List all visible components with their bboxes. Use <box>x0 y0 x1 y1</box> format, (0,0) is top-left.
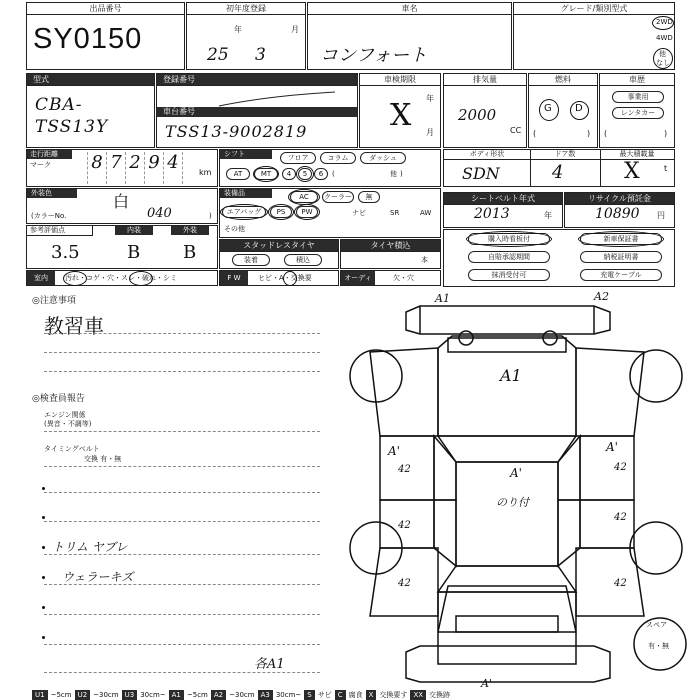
opt-other: 他 <box>659 50 666 58</box>
digit: 4 <box>167 152 179 173</box>
reg-no-label: 登録番号 <box>157 74 357 86</box>
cc-unit: CC <box>510 126 522 135</box>
bullet <box>42 516 45 519</box>
legend-val: ~30cm <box>93 691 119 699</box>
inspection-box <box>359 73 441 148</box>
month-unit: 月 <box>291 25 299 34</box>
notes-line <box>44 333 320 334</box>
report-line <box>44 521 320 522</box>
mark-hood: A1 <box>500 366 522 385</box>
fw-box <box>219 270 339 286</box>
legend-key: U2 <box>75 690 91 700</box>
tire-unit: 本 <box>421 256 428 264</box>
circle-pw <box>294 204 320 220</box>
circle-2wd <box>652 16 674 30</box>
shift-at: AT <box>226 168 250 180</box>
body-value: SDN <box>462 164 500 183</box>
history-box: 車歴 事業用 レンタカー ( ) <box>599 73 675 148</box>
legend-key: C <box>335 690 346 700</box>
report-line <box>44 584 320 585</box>
interior-label: 室内 <box>27 271 55 285</box>
model-name-label: 車名 <box>308 3 511 15</box>
engine-label: エンジン関係 <box>44 411 86 419</box>
legend-val: ~30cm <box>229 691 255 699</box>
doors-value: 4 <box>552 162 564 183</box>
opt-4wd: 4WD <box>656 34 673 42</box>
chassis-value: TSS13-9002819 <box>165 122 308 141</box>
doc-tax: 納税証明書 <box>580 251 662 263</box>
bullet <box>42 546 45 549</box>
displacement-label: 排気量 <box>444 74 526 86</box>
recycle-box <box>564 192 675 228</box>
year-unit: 年 <box>234 25 242 34</box>
inspection-value: X <box>390 98 412 133</box>
shift-label: シフト <box>220 150 272 159</box>
doc-cancel: 抹消受付可 <box>468 269 550 281</box>
bullet <box>42 606 45 609</box>
ext-color-label: 外装色 <box>27 189 77 198</box>
mark-front-bumper-right: A2 <box>594 290 609 303</box>
legend-val: 30cm~ <box>275 691 302 699</box>
legend-key: A3 <box>258 690 273 700</box>
fuel-g: G <box>544 103 552 114</box>
legend-val: 交換要す <box>379 691 408 699</box>
circle-gear-5 <box>296 166 314 182</box>
circle-dirt <box>63 271 87 286</box>
legend-key: X <box>366 690 377 700</box>
circle-doc-0 <box>466 231 552 247</box>
audio-items: 欠・穴 <box>393 274 414 282</box>
recycle-value: 10890 <box>595 206 640 222</box>
studless-label: スタッドレスタイヤ <box>220 240 338 252</box>
legend-val: ~5cm <box>50 691 72 699</box>
report-line <box>44 614 320 615</box>
fuel-label: 燃料 <box>529 74 597 86</box>
equip-pw: PW <box>296 206 318 218</box>
digit: 2 <box>129 152 141 173</box>
tire-load-box <box>340 239 441 269</box>
legend-val: 30cm~ <box>140 691 166 699</box>
shift-floor: フロア <box>280 152 316 164</box>
report-line-1: トリム ヤブレ <box>52 540 128 554</box>
bullet <box>42 487 45 490</box>
history-label: 車歴 <box>600 74 674 86</box>
mileage-box <box>26 149 218 187</box>
report-line <box>44 644 320 645</box>
mark-rear-bumper: A' <box>481 677 492 690</box>
fw-label: F W <box>220 271 248 285</box>
lot-box <box>26 2 185 70</box>
insp-year-unit: 年 <box>426 94 434 103</box>
reg-scribble <box>217 86 337 108</box>
equip-ps: PS <box>270 206 292 218</box>
equip-cooler: クーラー <box>324 193 352 201</box>
mileage-mark: マーク <box>30 161 51 169</box>
first-reg-label: 初年度登録 <box>187 3 305 15</box>
report-line <box>44 431 320 432</box>
grade-box <box>513 2 675 70</box>
mark-right-rear-door: 42 <box>614 512 627 523</box>
color-code: 040 <box>147 206 172 221</box>
studless-box <box>219 239 339 269</box>
capacity-value: X <box>624 159 640 184</box>
circle-fuel-d <box>570 101 589 120</box>
model-code-box <box>26 73 155 148</box>
circle-none <box>653 48 673 69</box>
fw-items: ヒビ・A・交換要 <box>258 274 312 282</box>
history-rental: レンタカー <box>612 107 664 119</box>
model-name-box <box>307 2 512 70</box>
gear-6: 6 <box>314 168 328 180</box>
report-line-2: ウェラーキズ <box>62 570 134 584</box>
mark-left-rear-door: 42 <box>398 520 411 531</box>
ext-color-value: 白 <box>113 192 130 211</box>
recycle-label: リサイクル預託金 <box>565 193 674 205</box>
equip-box <box>219 188 441 238</box>
displacement-box <box>443 73 527 148</box>
mileage-label: 走行距離 <box>27 150 72 159</box>
legend-val: サビ <box>317 691 332 699</box>
notes-text: 教習車 <box>44 314 104 338</box>
fuel-box: 燃料 G D ( ) <box>528 73 598 148</box>
doc-signboard: 購入時看板付 <box>468 233 550 245</box>
shift-column: コラム <box>320 152 356 164</box>
legend-val: ~5cm <box>186 691 208 699</box>
equip-label: 装備品 <box>220 189 272 198</box>
circle-fuel-g <box>539 99 559 121</box>
equip-airbag: エアバッグ <box>222 206 266 218</box>
equip-none: 無 <box>358 191 380 203</box>
ext-color-box: 外装色 白 (カラーNo. 040 ) <box>26 188 218 224</box>
body-box <box>443 149 675 187</box>
int-label: 内装 <box>115 226 153 235</box>
chassis-label: 車台番号 <box>157 107 357 117</box>
audio-box <box>340 270 441 296</box>
model-name-value: コンフォート <box>320 45 428 66</box>
equip-navi: ナビ <box>352 209 366 217</box>
circle-doc-1 <box>578 231 664 247</box>
capacity-label: 最大積載量 <box>600 150 674 160</box>
notes-line <box>44 352 320 353</box>
ext-value: B <box>183 242 197 263</box>
tire-load-label: タイヤ積込 <box>341 240 440 252</box>
mark-right-front-door: 42 <box>614 462 627 473</box>
capacity-unit: t <box>664 164 668 173</box>
doc-insurance: 自賠承認期間 <box>468 251 550 263</box>
shift-mt: MT <box>254 168 278 180</box>
interior-box <box>26 270 218 286</box>
mark-left-fender: A' <box>388 444 400 458</box>
equip-ac: AC <box>290 191 318 203</box>
equip-aw: AW <box>420 209 432 217</box>
model-code-label: 型式 <box>27 74 154 86</box>
legend-val: 交換跡 <box>429 691 451 699</box>
rating-box <box>26 225 218 269</box>
rating-label: 参考評価点 <box>27 226 93 236</box>
circle-ac <box>288 189 320 205</box>
equip-sr: SR <box>390 209 400 217</box>
ext-label: 外装 <box>171 226 209 235</box>
engine-sub: (異音・不調等) <box>44 420 92 428</box>
spare-label: スペア <box>646 621 667 629</box>
spare-value: 有・無 <box>648 642 669 650</box>
doors-label: ドア数 <box>530 150 601 160</box>
model-code-value: CBA-TSS13Y <box>35 95 109 137</box>
digit: 7 <box>110 152 122 173</box>
report-line-4: 各A1 <box>254 657 285 672</box>
shift-dash: ダッシュ <box>360 152 406 164</box>
mark-left-front-door: 42 <box>398 464 411 475</box>
audio-label: オーディオ <box>341 271 375 285</box>
legend-key: A1 <box>169 690 184 700</box>
color-no-label: (カラーNo. <box>31 212 67 220</box>
circle-airbag <box>220 204 268 220</box>
legend-key: U3 <box>122 690 138 700</box>
circle-ps <box>268 204 294 220</box>
timing-label: タイミングベルト <box>44 445 100 453</box>
timing-opts: 交換 有・無 <box>84 455 122 463</box>
studless-load: 積込 <box>284 254 322 266</box>
first-reg-month: 3 <box>255 45 266 65</box>
doc-warranty: 新車保証書 <box>580 233 662 245</box>
seatbelt-label: シートベルト年式 <box>444 193 562 205</box>
digit: 8 <box>91 152 103 173</box>
digit: 9 <box>148 152 160 173</box>
studless-yes: 装着 <box>232 254 270 266</box>
mark-roof: A' <box>510 466 522 480</box>
docs-box <box>443 229 675 287</box>
legend-key: XX <box>410 690 426 700</box>
opt-none: なし <box>656 59 670 67</box>
circle-fw-a <box>283 271 297 286</box>
report-line <box>44 672 320 673</box>
interior-items: 汚れ・コゲ・穴・スレ・破れ・シミ <box>65 274 177 282</box>
lot-number: SY0150 <box>33 23 143 55</box>
notes-label: ◎注意事項 <box>32 296 76 306</box>
fuel-d: D <box>575 103 583 114</box>
bullet <box>42 576 45 579</box>
gear-4: 4 <box>282 168 296 180</box>
km-unit: km <box>199 168 212 177</box>
mileage-digits <box>87 152 183 184</box>
doc-cable: 充電ケーブル <box>580 269 662 281</box>
mark-right-quarter: 42 <box>614 578 627 589</box>
seatbelt-box <box>443 192 563 228</box>
recycle-unit: 円 <box>657 211 665 220</box>
displacement-value: 2000 <box>458 106 497 124</box>
history-business: 事業用 <box>612 91 664 103</box>
rating-value: 3.5 <box>51 242 80 263</box>
circle-mt <box>253 166 279 182</box>
insp-month-unit: 月 <box>426 128 434 137</box>
circle-scuff <box>129 271 153 286</box>
notes-line <box>44 371 320 372</box>
legend-key: U1 <box>32 690 48 700</box>
opt-2wd: 2WD <box>656 18 673 26</box>
mark-front-bumper-left: A1 <box>435 292 450 305</box>
equip-other: その他 <box>224 225 245 233</box>
legend <box>32 690 453 700</box>
first-reg-box <box>186 2 306 70</box>
report-line <box>44 554 320 555</box>
shift-box: シフト フロア コラム ダッシュ AT MT 4 5 6 ( 他 ) <box>219 149 441 187</box>
inspector-label: ◎検査員報告 <box>32 394 85 404</box>
first-reg-year: 25 <box>207 45 229 65</box>
report-line <box>44 492 320 493</box>
mark-right-fender: A' <box>606 440 618 454</box>
bullet <box>42 636 45 639</box>
gear-5: 5 <box>298 168 312 180</box>
legend-key: S <box>304 690 314 700</box>
grade-label: グレード/類別型式 <box>514 3 674 15</box>
body-label: ボディ形状 <box>444 150 531 160</box>
shift-other: 他 <box>390 170 397 178</box>
report-line <box>44 466 320 467</box>
lot-label: 出品番号 <box>27 3 184 15</box>
int-value: B <box>127 242 141 263</box>
car-diagram <box>340 286 690 688</box>
seatbelt-unit: 年 <box>544 211 552 220</box>
seatbelt-value: 2013 <box>474 206 510 222</box>
legend-key: A2 <box>211 690 226 700</box>
mark-roof-note: のり付 <box>496 496 529 509</box>
reg-box <box>156 73 358 148</box>
inspection-label: 車検期限 <box>360 74 440 86</box>
legend-val: 腐食 <box>348 691 363 699</box>
